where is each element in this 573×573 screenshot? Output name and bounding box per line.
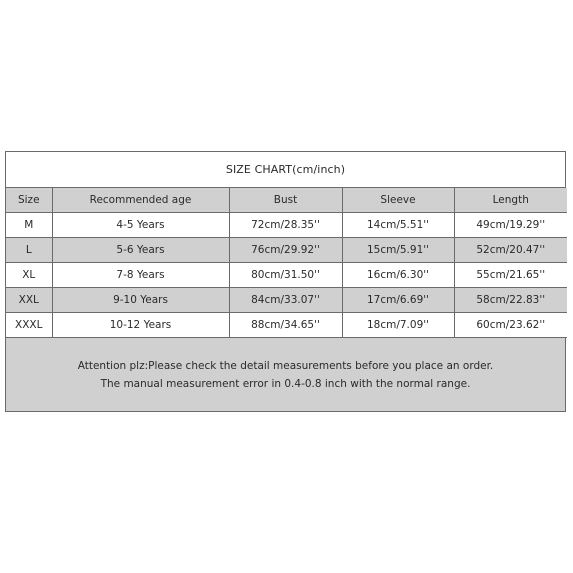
cell-age: 5-6 Years [52,238,229,263]
table-row [6,238,567,263]
header-size: Size [6,188,52,213]
cell-size: XXL [6,288,52,313]
cell-sleeve: 14cm/5.51'' [342,213,454,238]
size-chart [5,151,566,412]
cell-size: XL [6,263,52,288]
size-chart-title: SIZE CHART(cm/inch) [6,152,565,188]
cell-length: 60cm/23.62'' [454,313,567,338]
cell-length: 55cm/21.65'' [454,263,567,288]
size-table [6,188,567,338]
table-row [6,288,567,313]
cell-size: L [6,238,52,263]
cell-age: 9-10 Years [52,288,229,313]
cell-size: M [6,213,52,238]
cell-sleeve: 18cm/7.09'' [342,313,454,338]
table-row [6,263,567,288]
cell-bust: 88cm/34.65'' [229,313,342,338]
header-length: Length [454,188,567,213]
cell-bust: 76cm/29.92'' [229,238,342,263]
table-row [6,313,567,338]
cell-bust: 80cm/31.50'' [229,263,342,288]
cell-size: XXXL [6,313,52,338]
cell-bust: 72cm/28.35'' [229,213,342,238]
header-sleeve: Sleeve [342,188,454,213]
attention-note-line-2: The manual measurement error in 0.4-0.8 inch with the normal range. [100,377,471,390]
cell-length: 49cm/19.29'' [454,213,567,238]
cell-length: 58cm/22.83'' [454,288,567,313]
cell-sleeve: 15cm/5.91'' [342,238,454,263]
attention-note [6,338,565,411]
header-recommended-age: Recommended age [52,188,229,213]
cell-age: 10-12 Years [52,313,229,338]
cell-age: 7-8 Years [52,263,229,288]
header-bust: Bust [229,188,342,213]
cell-bust: 84cm/33.07'' [229,288,342,313]
cell-age: 4-5 Years [52,213,229,238]
cell-sleeve: 17cm/6.69'' [342,288,454,313]
cell-length: 52cm/20.47'' [454,238,567,263]
attention-note-line-1: Attention plz:Please check the detail measurements before you place an order. [77,359,494,372]
table-row [6,213,567,238]
cell-sleeve: 16cm/6.30'' [342,263,454,288]
table-header-row [6,188,567,213]
